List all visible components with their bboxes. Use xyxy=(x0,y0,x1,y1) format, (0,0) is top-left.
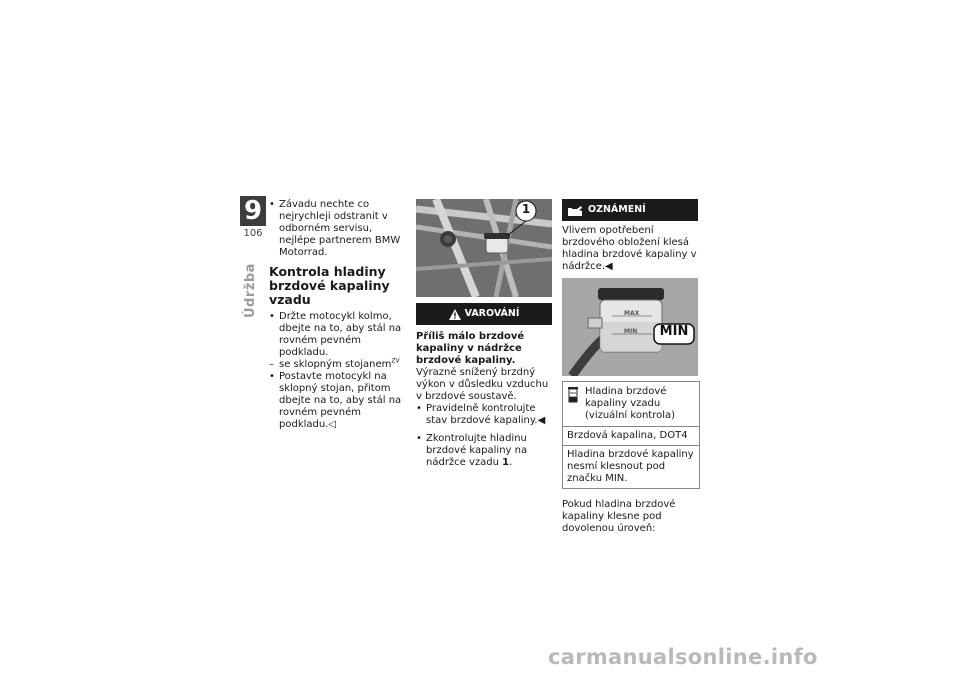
spec-title: Hladina brzdové kapaliny vzadu (vizuální kontrola) xyxy=(585,386,676,421)
warning-triangle-icon xyxy=(449,309,461,320)
warning-label: VAROVÁNÍ xyxy=(464,308,520,319)
warning-bullet-text: Pravidelně kontrolujte stav brzdové kapaliny. xyxy=(426,403,538,426)
notice-hand-icon xyxy=(568,205,582,216)
substep-text: se sklopným stojanem xyxy=(279,359,392,370)
max-mark: MAX xyxy=(624,310,640,317)
closing-text: Pokud hladina brzdové kapaliny klesne pod dovolenou úroveň: xyxy=(562,499,676,534)
warning-text: Výrazně snížený brzdný výkon v důsledku vzduchu v brzdové soustavě. xyxy=(416,367,549,402)
chapter-title-vertical: Údržba xyxy=(243,263,258,318)
intro-bullet: • Závadu nechte co nejrychleji odstranit v odborném servisu, nejlépe partnerem BMW Motorrad. xyxy=(269,199,409,259)
column-1 xyxy=(269,199,409,431)
step-2-text: Postavte motocykl na sklopný stojan, přitom dbejte na to, aby stál na rovném pevném podkladu. xyxy=(279,371,402,430)
notice-bar xyxy=(562,199,698,221)
substep-side-stand xyxy=(269,359,409,371)
step-1: • Držte motocykl kolmo, dbejte na to, aby stál na rovném pevném podkladu. xyxy=(269,311,409,359)
photo-callout-1: 1 xyxy=(521,202,531,216)
column-3 xyxy=(562,199,698,535)
min-badge: MIN xyxy=(659,324,689,339)
section-heading: Kontrola hladiny brzdové kapaliny vzadu xyxy=(269,264,390,307)
check-ref: 1 xyxy=(502,457,510,468)
spec-table xyxy=(562,381,700,489)
end-mark: ◁ xyxy=(328,419,337,430)
chapter-number-tab: 9 xyxy=(240,196,266,226)
watermark: carmanualsonline.info xyxy=(548,645,818,669)
notice-label: OZNÁMENÍ xyxy=(588,204,646,215)
warning-heading: Příliš málo brzdové kapaliny v nádržce brzdové kapaliny. xyxy=(416,331,525,366)
notice-end-mark: ◀ xyxy=(605,261,613,272)
spec-fluid: Brzdová kapalina, DOT4 xyxy=(563,427,699,446)
fluid-level-icon xyxy=(567,386,579,404)
warning-end-mark: ◀ xyxy=(537,415,546,426)
spec-rule: Hladina brzdové kapaliny nesmí klesnout pod značku MIN. xyxy=(567,449,694,484)
min-mark: MIN xyxy=(624,328,638,335)
warning-bar xyxy=(416,303,552,325)
notice-text-body: Vlivem opotřebení brzdového obložení klesá hladina brzdové kapaliny v nádržce. xyxy=(562,225,697,272)
check-bullet-text: Zkontrolujte hladinu brzdové kapaliny na nádržce vzadu xyxy=(426,433,528,468)
page-number: 106 xyxy=(243,228,263,239)
spec-header xyxy=(563,382,699,427)
column-2 xyxy=(416,199,552,469)
check-bullet xyxy=(416,433,552,469)
optional-equipment-mark: ZV xyxy=(391,357,400,365)
rear-brake-reservoir-photo xyxy=(416,199,552,297)
warning-bullet xyxy=(416,403,552,427)
check-end: . xyxy=(509,457,513,468)
notice-text xyxy=(562,225,698,273)
step-2 xyxy=(269,371,409,431)
reservoir-level-photo xyxy=(562,278,698,376)
